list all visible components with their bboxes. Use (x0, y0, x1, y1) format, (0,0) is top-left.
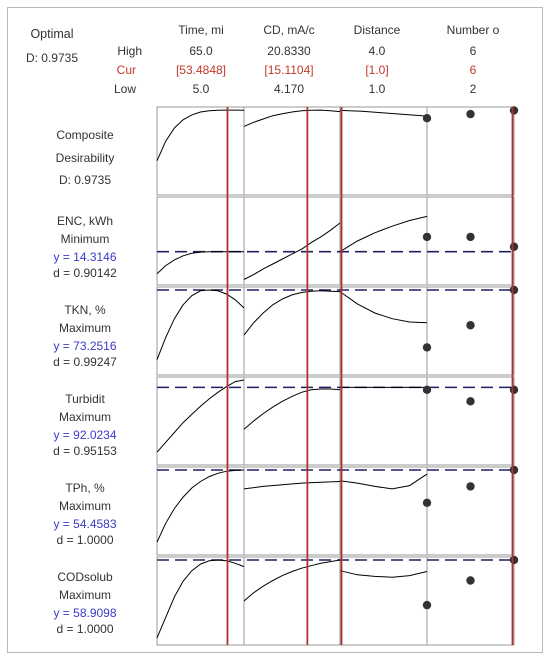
response-point-r3-c4-3 (510, 286, 518, 294)
factor-name-2: CD, mA/c (263, 23, 315, 37)
response-curve-r1-c3 (340, 110, 427, 116)
plot-cell-r1-c3 (340, 107, 427, 195)
response-3-name: TKN, % (64, 303, 106, 317)
factor-cur-1: [53.4848] (175, 63, 227, 77)
factor-high-4: 6 (469, 44, 477, 58)
factor-high-2: 20.8330 (267, 44, 311, 58)
response-point-r4-c4-3 (510, 386, 518, 394)
response-2-name: ENC, kWh (56, 214, 113, 228)
plot-cell-r4-c4 (427, 377, 514, 465)
factor-cur-2: [15.1104] (264, 63, 314, 77)
response-2-y: y = 14.3146 (53, 250, 117, 264)
plot-cell-r1-c1 (157, 107, 244, 195)
factor-low-3: 1.0 (368, 82, 386, 96)
optimal-desirability: D: 0.9735 (25, 51, 79, 65)
plot-cell-r4-c2 (244, 377, 340, 465)
plot-cell-r4-c1 (157, 377, 244, 465)
response-point-r1-c4-2 (466, 110, 474, 118)
factor-cur-4: 6 (469, 63, 477, 77)
response-point-r2-c4-2 (466, 233, 474, 241)
response-5-goal: Maximum (58, 499, 111, 513)
factor-high-1: 65.0 (189, 44, 213, 58)
factor-name-3: Distance (353, 23, 401, 37)
optimal-label: Optimal (30, 27, 74, 41)
response-curve-r1-c1 (157, 110, 244, 161)
response-point-r5-c4-3 (510, 466, 518, 474)
factor-name-1: Time, mi (178, 23, 224, 37)
plot-cell-r6-c3 (340, 557, 427, 645)
factor-low-4: 2 (469, 82, 477, 96)
response-point-r4-c4-2 (466, 397, 474, 405)
response-5-d: d = 1.0000 (56, 533, 114, 547)
response-4-goal: Maximum (58, 410, 111, 424)
factor-low-2: 4.170 (273, 82, 305, 96)
response-point-r5-c4-1 (423, 499, 431, 507)
plot-cell-r3-c4 (427, 287, 514, 375)
response-1-name: Composite (56, 128, 114, 142)
response-curve-r5-c3 (340, 474, 427, 489)
response-point-r6-c4-2 (466, 576, 474, 584)
response-curve-r3-c3 (340, 292, 427, 323)
response-curve-r2-c3 (340, 216, 427, 251)
factor-name-4: Number o (446, 23, 500, 37)
response-point-r2-c4-3 (510, 243, 518, 251)
response-curve-r1-c2 (244, 110, 340, 126)
response-1-name-line2: Desirability (55, 151, 115, 165)
factor-low-1: 5.0 (192, 82, 210, 96)
response-point-r2-c4-1 (423, 233, 431, 241)
row-label-high: High (117, 44, 142, 58)
plot-cell-r3-c1 (157, 287, 244, 375)
response-curve-r6-c2 (244, 560, 340, 601)
plot-cell-r5-c3 (340, 467, 427, 555)
response-curve-r4-c1 (157, 380, 244, 452)
row-label-cur: Cur (116, 63, 136, 77)
response-point-r6-c4-3 (510, 556, 518, 564)
response-curve-r3-c2 (244, 291, 340, 335)
response-2-d: d = 0.90142 (53, 266, 117, 280)
response-curve-r2-c1 (157, 252, 244, 274)
response-3-y: y = 73.2516 (53, 339, 117, 353)
plot-cell-r5-c1 (157, 467, 244, 555)
response-6-goal: Maximum (58, 588, 111, 602)
plot-cell-r3-c3 (340, 287, 427, 375)
response-point-r4-c4-1 (423, 386, 431, 394)
response-curve-r5-c1 (157, 470, 244, 542)
plot-cell-r5-c2 (244, 467, 340, 555)
row-label-low: Low (113, 82, 136, 96)
response-6-d: d = 1.0000 (56, 622, 114, 636)
plot-cell-r5-c4 (427, 467, 514, 555)
response-5-name: TPh, % (65, 481, 105, 495)
plot-cell-r1-c4 (427, 107, 514, 195)
response-curve-r6-c3 (340, 571, 427, 578)
response-point-r3-c4-1 (423, 343, 431, 351)
response-5-y: y = 54.4583 (53, 517, 117, 531)
plot-cell-r6-c2 (244, 557, 340, 645)
response-point-r6-c4-1 (423, 601, 431, 609)
plot-cell-r2-c1 (157, 197, 244, 285)
response-curve-r6-c1 (157, 560, 244, 638)
response-curve-r4-c2 (244, 389, 340, 429)
factor-cur-3: [1.0] (365, 63, 389, 77)
plot-cell-r6-c4 (427, 557, 514, 645)
response-curve-r3-c1 (157, 290, 244, 360)
response-4-y: y = 92.0234 (53, 428, 117, 442)
factor-high-3: 4.0 (368, 44, 386, 58)
response-point-r3-c4-2 (466, 321, 474, 329)
response-point-r1-c4-3 (510, 106, 518, 114)
response-3-d: d = 0.99247 (53, 355, 117, 369)
plot-cell-r3-c2 (244, 287, 340, 375)
plot-cell-r4-c3 (340, 377, 427, 465)
plot-cell-r2-c3 (340, 197, 427, 285)
response-3-goal: Maximum (58, 321, 111, 335)
response-point-r5-c4-2 (466, 482, 474, 490)
response-curve-r5-c2 (244, 482, 340, 489)
response-6-y: y = 58.9098 (53, 606, 117, 620)
response-point-r1-c4-1 (423, 114, 431, 122)
response-4-d: d = 0.95153 (53, 444, 117, 458)
response-4-name: Turbidit (65, 392, 105, 406)
response-1-d: D: 0.9735 (58, 173, 112, 187)
plot-cell-r6-c1 (157, 557, 244, 645)
response-6-name: CODsolub (57, 570, 113, 584)
response-2-goal: Minimum (60, 232, 110, 246)
